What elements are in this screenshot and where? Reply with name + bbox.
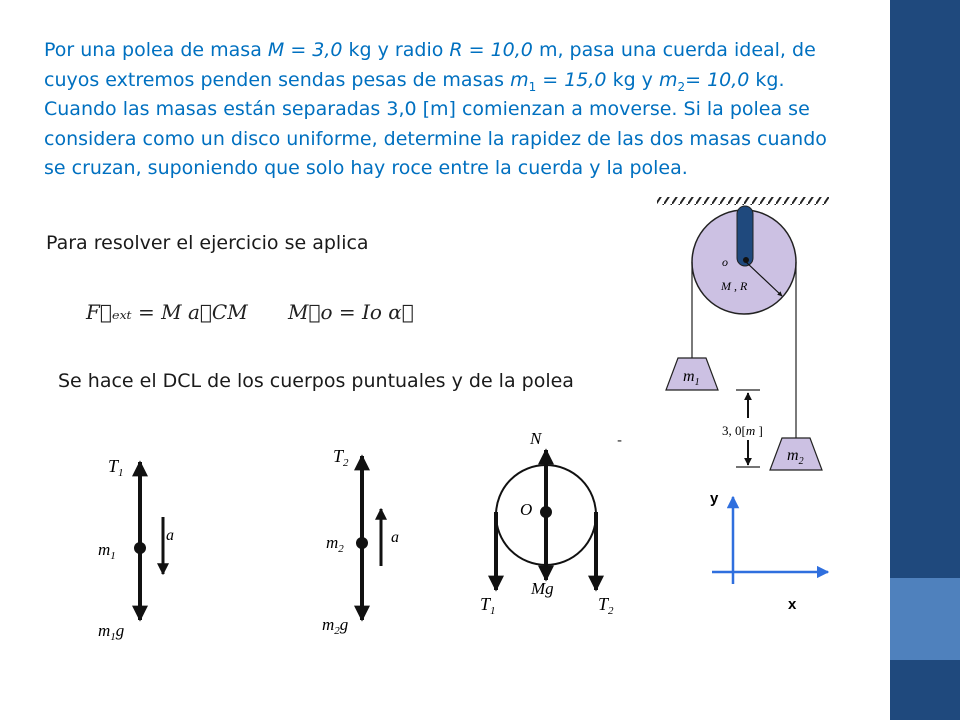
pulley-center-point: [540, 506, 552, 518]
label-m1: $m_1$: [98, 540, 116, 562]
label-m1g: $m_1g$: [98, 621, 125, 643]
newton-equation: F⃗ₑₓₜ = M a⃗CM: [86, 300, 248, 324]
fbd-mass1: [98, 456, 174, 643]
problem-statement: Por una polea de masa M = 3,0 kg y radio R = 10,0 m, pasa una cuerda ideal, de cuyos extremos penden sendas pesas de masas $m_1 = 15,0$ kg y $m_2= 10,0$ kg. Cuando las masas están separadas 3,0 [m] comienzan a moverse. Si la polea se considera como un disco uniforme, determine la rapidez de las dos masas cuando se cruzan, suponiendo que solo hay roce entre la cuerda y la polea.: [44, 39, 827, 179]
coordinate-axes: [710, 490, 828, 613]
label-T2-pulley: $T_2$: [598, 594, 614, 617]
setup-label-m2: $m_2$: [787, 447, 804, 467]
label-m2g: $m_2g$: [322, 615, 349, 637]
x-axis-label: x: [788, 596, 797, 613]
label-T2: $T_2$: [333, 446, 349, 469]
label-O: O: [520, 500, 533, 519]
setup-label-distance: 3, 0[m ]: [722, 423, 763, 438]
rotation-equation: M⃗o = Io α⃗: [288, 300, 414, 324]
setup-label-m1: $m_1$: [683, 368, 700, 388]
y-axis-label: y: [710, 490, 719, 507]
setup-label-o: o: [722, 255, 728, 269]
label-m2: $m_2$: [326, 533, 344, 555]
fbd-pulley: [480, 429, 622, 617]
setup-diagram: [657, 197, 829, 470]
pulley-support: [737, 206, 753, 266]
dcl-text: Se hace el DCL de los cuerpos puntuales y de la polea: [58, 370, 574, 392]
mass2-point: [356, 537, 368, 549]
mass1-point: [134, 542, 146, 554]
label-Mg: Mg: [531, 579, 554, 598]
fbd-mass2: [322, 446, 399, 637]
label-a2: a: [391, 529, 399, 546]
stray-dash: -: [617, 433, 623, 449]
label-T1-pulley: $T_1$: [480, 594, 496, 617]
intro-text: Para resolver el ejercicio se aplica: [46, 232, 369, 254]
label-N: N: [530, 429, 542, 448]
ceiling: [657, 197, 829, 205]
label-a1: a: [166, 527, 174, 544]
setup-label-MR: M , R: [721, 279, 748, 293]
label-T1: $T_1$: [108, 456, 124, 479]
